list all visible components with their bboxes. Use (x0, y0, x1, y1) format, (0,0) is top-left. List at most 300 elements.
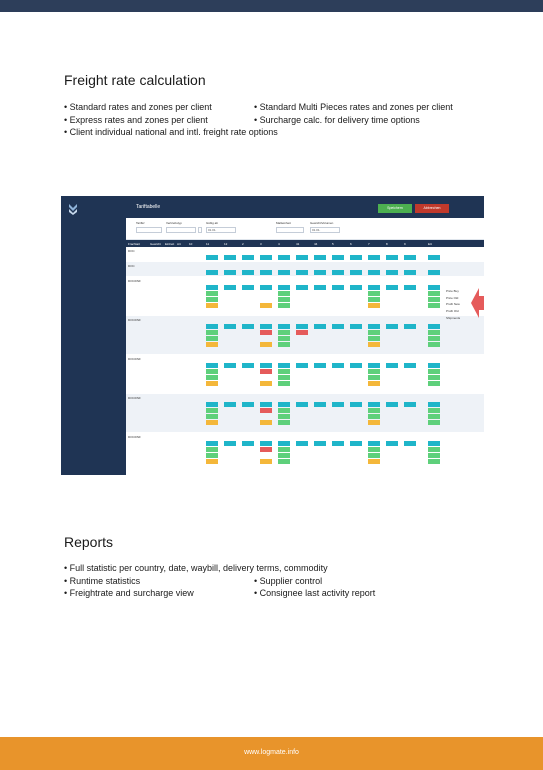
grid-cell (368, 420, 380, 425)
save-button: Speichern (378, 204, 412, 213)
grid-cell (278, 285, 290, 290)
grid-cell (386, 285, 398, 290)
grid-cell (206, 279, 218, 284)
grid-cell (224, 441, 236, 446)
grid-cell (206, 330, 218, 335)
grid-cell (368, 297, 380, 302)
grid-cell (404, 249, 416, 254)
bullet-item: • Supplier control (254, 575, 323, 586)
legend-item: Shipments (446, 315, 461, 320)
table-row (126, 394, 484, 432)
grid-cell (332, 435, 344, 440)
grid-cell (368, 324, 380, 329)
bullet-item: • Standard rates and zones per client (64, 102, 212, 112)
grid-cell (404, 357, 416, 362)
grid-cell (428, 369, 440, 374)
column-header: 9 (404, 241, 406, 246)
grid-cell (278, 324, 290, 329)
grid-cell (206, 459, 218, 464)
grid-cell (428, 414, 440, 419)
grid-cell (278, 435, 290, 440)
grid-cell (278, 330, 290, 335)
grid-cell (242, 279, 254, 284)
grid-cell (278, 414, 290, 419)
grid-cell (260, 264, 272, 269)
column-header: 11 (206, 241, 210, 246)
grid-cell (206, 441, 218, 446)
grid-cell (404, 363, 416, 368)
grid-cell (404, 285, 416, 290)
bullet-row (64, 126, 453, 139)
bullet-row (64, 587, 375, 600)
grid-cell (428, 255, 440, 260)
grid-cell (206, 435, 218, 440)
grid-cell (278, 381, 290, 386)
legend (446, 288, 460, 322)
grid-cell (368, 414, 380, 419)
grid-cell (206, 297, 218, 302)
grid-cell (296, 318, 308, 323)
grid-cell (428, 291, 440, 296)
grid-cell (206, 336, 218, 341)
grid-cell (242, 363, 254, 368)
grid-cell (350, 285, 362, 290)
grid-cell (428, 381, 440, 386)
grid-cell (368, 285, 380, 290)
grid-cell (350, 357, 362, 362)
grid-cell (278, 447, 290, 452)
footer (0, 737, 543, 770)
grid-cell (386, 279, 398, 284)
table-header (126, 240, 484, 247)
grid-cell (242, 435, 254, 440)
grid-cell (242, 255, 254, 260)
bullet-item: • Client individual national and intl. freight rate options (64, 127, 278, 138)
column-header: 41 (296, 241, 300, 246)
grid-cell (296, 255, 308, 260)
grid-cell (206, 396, 218, 401)
grid-cell (206, 369, 218, 374)
grid-cell (350, 318, 362, 323)
grid-cell (428, 285, 440, 290)
column-header: 10 (189, 241, 193, 246)
grid-cell (260, 369, 272, 374)
grid-cell (386, 363, 398, 368)
column-header: 6 (350, 241, 352, 246)
grid-cell (242, 357, 254, 362)
freight-bullet-list (64, 101, 453, 139)
column-header: 2 (242, 241, 244, 246)
grid-cell (386, 402, 398, 407)
grid-cell (314, 402, 326, 407)
grid-cell (428, 336, 440, 341)
grid-cell (332, 318, 344, 323)
grid-cell (368, 357, 380, 362)
grid-cell (428, 270, 440, 275)
grid-cell (350, 279, 362, 284)
grid-cell (428, 441, 440, 446)
grid-cell (206, 270, 218, 275)
grid-cell (224, 435, 236, 440)
grid-cell (296, 363, 308, 368)
grid-cell (224, 279, 236, 284)
grid-cell (350, 249, 362, 254)
column-header: 7 (368, 241, 370, 246)
grid-cell (386, 396, 398, 401)
grid-cell (296, 270, 308, 275)
form-field (276, 227, 304, 233)
grid-cell (314, 270, 326, 275)
grid-cell (224, 255, 236, 260)
grid-cell (296, 402, 308, 407)
grid-cell (206, 447, 218, 452)
grid-cell (404, 318, 416, 323)
grid-cell (296, 324, 308, 329)
column-header: 8 (386, 241, 388, 246)
grid-cell (314, 363, 326, 368)
grid-cell (332, 402, 344, 407)
grid-cell (224, 357, 236, 362)
grid-cell (224, 264, 236, 269)
grid-cell (332, 357, 344, 362)
grid-cell (332, 264, 344, 269)
grid-cell (386, 264, 398, 269)
bullet-row (64, 575, 375, 588)
column-header: Einheit (165, 241, 175, 246)
grid-cell (350, 324, 362, 329)
grid-cell (350, 435, 362, 440)
bullet-item: • Express rates and zones per client (64, 114, 208, 125)
grid-cell (278, 318, 290, 323)
row-label: DOCDNF (128, 279, 141, 283)
form-label: Gültig ab (206, 221, 219, 225)
row-label: DOC (128, 264, 135, 268)
grid-cell (428, 330, 440, 335)
grid-cell (428, 324, 440, 329)
grid-cell (368, 408, 380, 413)
grid-cell (314, 396, 326, 401)
grid-cell (428, 303, 440, 308)
grid-cell (296, 441, 308, 446)
grid-cell (278, 396, 290, 401)
grid-cell (260, 303, 272, 308)
grid-cell (260, 447, 272, 452)
grid-cell (260, 279, 272, 284)
grid-cell (314, 318, 326, 323)
column-header: 44 (314, 241, 318, 246)
column-header: Art (177, 241, 181, 246)
cancel-button: Abbrechen (415, 204, 449, 213)
grid-cell (368, 336, 380, 341)
grid-cell (260, 363, 272, 368)
grid-cell (242, 324, 254, 329)
row-label: DOC (128, 249, 135, 253)
grid-cell (428, 249, 440, 254)
grid-cell (368, 441, 380, 446)
grid-cell (368, 435, 380, 440)
grid-cell (404, 279, 416, 284)
grid-cell (260, 318, 272, 323)
grid-cell (224, 249, 236, 254)
grid-cell (278, 303, 290, 308)
grid-cell (278, 291, 290, 296)
legend-item: Price Buy (446, 289, 459, 293)
tariff-table-screenshot (61, 196, 484, 475)
grid-cell (260, 357, 272, 362)
grid-cell (242, 441, 254, 446)
top-bar (0, 0, 543, 12)
grid-cell (296, 330, 308, 335)
grid-cell (260, 255, 272, 260)
grid-cell (278, 357, 290, 362)
grid-cell (206, 357, 218, 362)
table-row (126, 277, 484, 315)
grid-cell (428, 318, 440, 323)
bullet-item: • Runtime statistics (64, 575, 141, 586)
grid-cell (404, 435, 416, 440)
grid-cell (242, 270, 254, 275)
grid-cell (428, 453, 440, 458)
grid-cell (260, 402, 272, 407)
grid-cell (314, 441, 326, 446)
grid-cell (314, 249, 326, 254)
table-row (126, 433, 484, 463)
table-row (126, 355, 484, 393)
grid-cell (278, 336, 290, 341)
grid-cell (314, 279, 326, 284)
grid-cell (368, 375, 380, 380)
grid-cell (428, 357, 440, 362)
row-label: DOCDNF (128, 396, 141, 400)
grid-cell (260, 270, 272, 275)
grid-cell (278, 375, 290, 380)
column-header: 4 (278, 241, 280, 246)
grid-cell (260, 420, 272, 425)
grid-cell (296, 279, 308, 284)
grid-cell (206, 324, 218, 329)
grid-cell (206, 375, 218, 380)
bullet-row (64, 101, 453, 114)
grid-cell (428, 396, 440, 401)
grid-cell (350, 363, 362, 368)
grid-cell (368, 330, 380, 335)
grid-cell (404, 441, 416, 446)
grid-cell (350, 402, 362, 407)
grid-cell (386, 270, 398, 275)
grid-cell (206, 363, 218, 368)
legend-item: Profit Old (446, 309, 459, 314)
grid-cell (278, 369, 290, 374)
grid-cell (404, 264, 416, 269)
grid-cell (428, 363, 440, 368)
row-label: DOCDNF (128, 357, 141, 361)
bullet-item: • Consignee last activity report (254, 588, 376, 599)
app-title: Tariftabelle (136, 204, 161, 210)
grid-cell (404, 396, 416, 401)
table-row (126, 262, 484, 276)
reports-bullet-list (64, 562, 375, 600)
grid-cell (296, 357, 308, 362)
grid-cell (368, 369, 380, 374)
grid-cell (278, 441, 290, 446)
freight-title: Freight rate calculation (64, 72, 206, 88)
row-label: DOCDNF (128, 435, 141, 439)
grid-cell (206, 255, 218, 260)
grid-cell (350, 255, 362, 260)
grid-cell (224, 396, 236, 401)
grid-cell (278, 279, 290, 284)
table-row (126, 247, 484, 261)
row-label: DOCDNF (128, 318, 141, 322)
bullet-item: • Surcharge calc. for delivery time options (254, 114, 420, 125)
grid-cell (368, 291, 380, 296)
grid-cell (428, 459, 440, 464)
grid-cell (260, 342, 272, 347)
grid-cell (368, 270, 380, 275)
grid-cell (206, 291, 218, 296)
grid-cell (428, 420, 440, 425)
grid-cell (242, 285, 254, 290)
grid-cell (368, 264, 380, 269)
column-header: 3 (260, 241, 262, 246)
column-header: 12 (224, 241, 228, 246)
grid-cell (386, 255, 398, 260)
grid-cell (242, 402, 254, 407)
grid-cell (278, 297, 290, 302)
grid-cell (368, 396, 380, 401)
bullet-item: • Full statistic per country, date, waybill, delivery terms, commodity (64, 563, 328, 573)
grid-cell (260, 285, 272, 290)
grid-cell (206, 264, 218, 269)
grid-cell (242, 264, 254, 269)
form-field: 01.01. (310, 227, 340, 233)
form-field (166, 227, 196, 233)
filter-form (126, 218, 484, 240)
grid-cell (404, 402, 416, 407)
column-header: 5 (332, 241, 334, 246)
grid-cell (296, 435, 308, 440)
grid-cell (332, 363, 344, 368)
grid-cell (428, 408, 440, 413)
form-field (136, 227, 162, 233)
grid-cell (314, 264, 326, 269)
grid-cell (314, 324, 326, 329)
grid-cell (242, 396, 254, 401)
grid-cell (242, 318, 254, 323)
grid-cell (278, 270, 290, 275)
grid-cell (368, 453, 380, 458)
grid-cell (224, 324, 236, 329)
grid-cell (428, 297, 440, 302)
grid-cell (332, 324, 344, 329)
form-field: 01.01. (206, 227, 236, 233)
column-header: Gewicht (150, 241, 161, 246)
grid-cell (332, 255, 344, 260)
grid-cell (428, 279, 440, 284)
grid-cell (404, 255, 416, 260)
grid-cell (206, 420, 218, 425)
grid-cell (260, 330, 272, 335)
grid-cell (206, 453, 218, 458)
grid-cell (206, 342, 218, 347)
grid-cell (368, 318, 380, 323)
grid-cell (296, 249, 308, 254)
grid-cell (260, 381, 272, 386)
grid-cell (314, 435, 326, 440)
grid-cell (224, 285, 236, 290)
grid-cell (428, 342, 440, 347)
grid-cell (206, 318, 218, 323)
form-label: Maßeinheit (276, 221, 291, 225)
grid-cell (278, 459, 290, 464)
grid-cell (350, 264, 362, 269)
footer-url: www.logmate.info (244, 749, 299, 756)
grid-cell (206, 249, 218, 254)
form-label: Vertriebstyp (166, 221, 182, 225)
grid-cell (368, 402, 380, 407)
grid-cell (332, 270, 344, 275)
grid-cell (350, 441, 362, 446)
grid-cell (242, 249, 254, 254)
grid-cell (368, 447, 380, 452)
grid-cell (368, 255, 380, 260)
grid-cell (260, 441, 272, 446)
grid-cell (278, 249, 290, 254)
grid-cell (260, 408, 272, 413)
grid-cell (332, 441, 344, 446)
grid-cell (368, 249, 380, 254)
grid-cell (368, 363, 380, 368)
grid-cell (314, 285, 326, 290)
grid-cell (332, 279, 344, 284)
grid-cell (332, 249, 344, 254)
grid-cell (206, 414, 218, 419)
grid-cell (260, 249, 272, 254)
grid-cell (224, 402, 236, 407)
grid-cell (206, 303, 218, 308)
grid-cell (428, 402, 440, 407)
grid-cell (296, 264, 308, 269)
grid-cell (428, 435, 440, 440)
reports-title: Reports (64, 534, 114, 550)
tariff-grid (126, 247, 484, 475)
grid-cell (278, 453, 290, 458)
grid-cell (368, 381, 380, 386)
column-header: Frachtart (128, 241, 141, 246)
legend-item: Price Old (446, 295, 459, 300)
bullet-row (64, 114, 453, 127)
grid-cell (368, 342, 380, 347)
grid-cell (296, 396, 308, 401)
bullet-item: • Standard Multi Pieces rates and zones per client (254, 102, 453, 112)
grid-cell (224, 363, 236, 368)
grid-cell (224, 318, 236, 323)
grid-cell (224, 270, 236, 275)
logo-icon (68, 203, 78, 215)
table-row (126, 316, 484, 354)
bullet-row (64, 562, 375, 575)
grid-cell (296, 285, 308, 290)
grid-cell (314, 255, 326, 260)
form-label: Tarifkz (136, 221, 145, 225)
grid-cell (278, 408, 290, 413)
grid-cell (404, 324, 416, 329)
grid-cell (278, 342, 290, 347)
grid-cell (332, 396, 344, 401)
grid-cell (386, 441, 398, 446)
grid-cell (332, 285, 344, 290)
column-header: EU (428, 241, 433, 246)
